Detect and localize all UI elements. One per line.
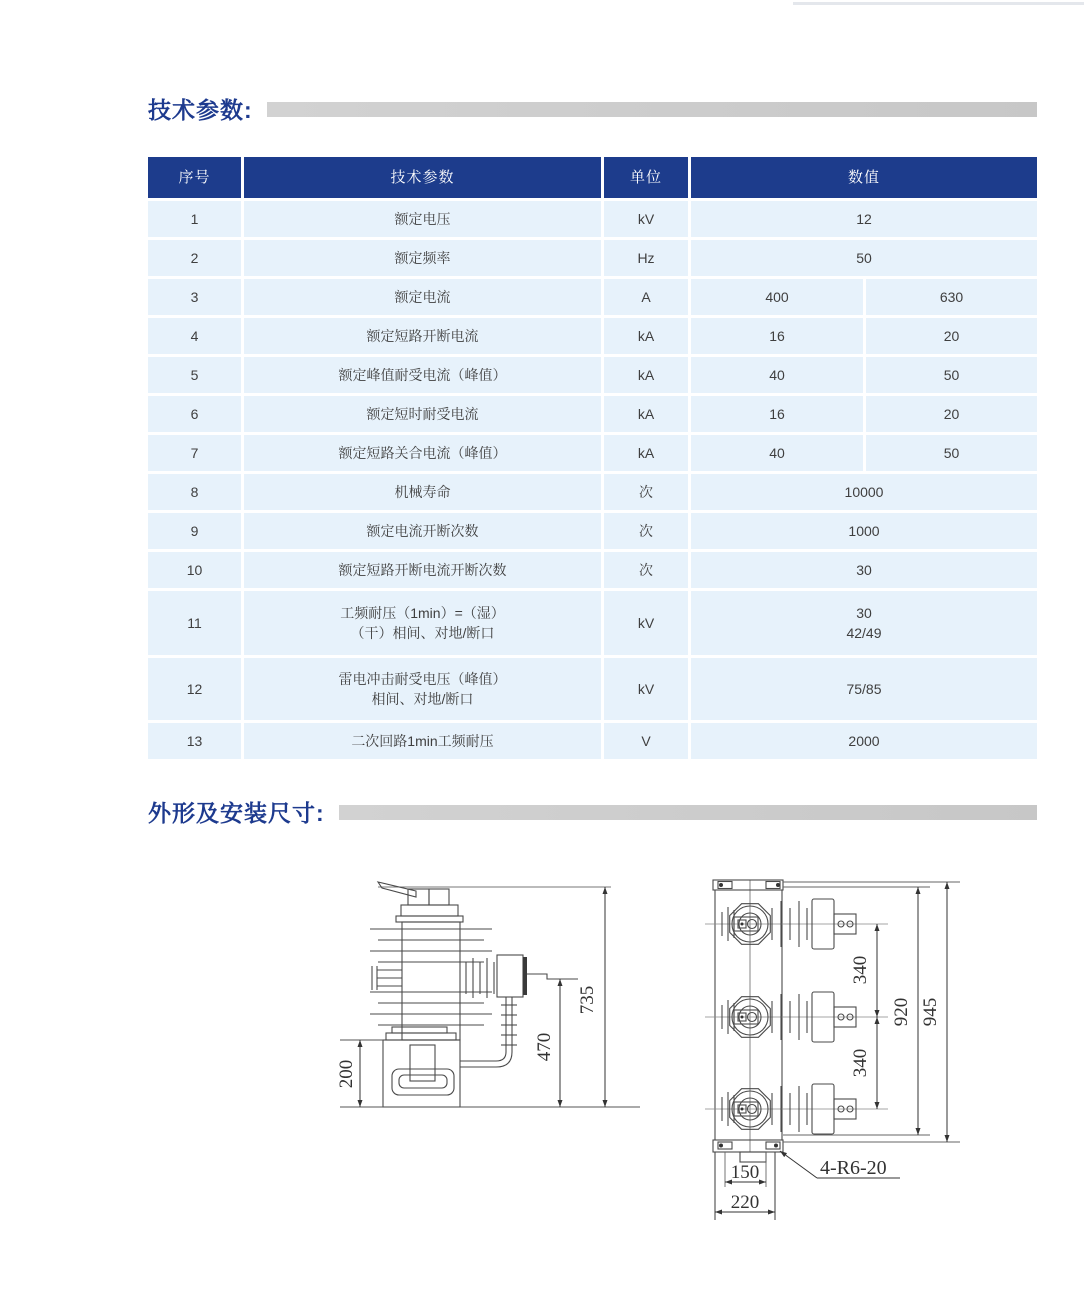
heading-bar bbox=[339, 805, 1037, 820]
cell-param bbox=[244, 658, 601, 720]
cell-no: 13 bbox=[148, 723, 241, 759]
cell-unit: Hz bbox=[604, 240, 688, 276]
cell-param-line2: 相间、对地/断口 bbox=[371, 691, 474, 707]
table-row bbox=[148, 396, 1037, 432]
table-row bbox=[148, 279, 1037, 315]
tech-params-table bbox=[148, 157, 1037, 759]
cell-value-line2: 42/49 bbox=[846, 625, 882, 641]
cell-no: 1 bbox=[148, 201, 241, 237]
cell-unit: kV bbox=[604, 658, 688, 720]
header-no: 序号 bbox=[148, 157, 241, 198]
cell-no: 10 bbox=[148, 552, 241, 588]
cell-value-b: 20 bbox=[866, 396, 1037, 432]
cell-unit: kV bbox=[604, 591, 688, 655]
cell-unit: 次 bbox=[604, 513, 688, 549]
table-row bbox=[148, 552, 1037, 588]
cell-value: 12 bbox=[691, 201, 1037, 237]
dimensions-title: 外形及安装尺寸: bbox=[148, 800, 325, 826]
outline-drawing-svg bbox=[320, 862, 1025, 1257]
dim-base-height: 200 bbox=[336, 1059, 357, 1089]
cell-value-split bbox=[691, 318, 1037, 354]
cell-value: 50 bbox=[691, 240, 1037, 276]
cell-value-b: 630 bbox=[866, 279, 1037, 315]
table-row bbox=[148, 318, 1037, 354]
cell-value bbox=[691, 591, 1037, 655]
tech-params-section-header bbox=[148, 92, 1037, 125]
dim-contact-height: 470 bbox=[534, 1032, 555, 1062]
cell-value-a: 40 bbox=[691, 435, 863, 471]
cell-param: 额定频率 bbox=[244, 240, 601, 276]
pole-assembly bbox=[705, 992, 888, 1042]
page-top-accent-line bbox=[793, 2, 1084, 5]
table-row bbox=[148, 357, 1037, 393]
dimensions-section-header bbox=[148, 795, 1037, 828]
cell-unit: A bbox=[604, 279, 688, 315]
cell-param-line1: 雷电冲击耐受电压（峰值） bbox=[338, 670, 507, 687]
dim-frame-height: 920 bbox=[891, 997, 912, 1027]
cell-unit: kV bbox=[604, 201, 688, 237]
cell-param: 机械寿命 bbox=[244, 474, 601, 510]
cell-value-split bbox=[691, 279, 1037, 315]
cell-param: 额定电压 bbox=[244, 201, 601, 237]
cell-value-b: 50 bbox=[866, 357, 1037, 393]
cell-no: 6 bbox=[148, 396, 241, 432]
table-row bbox=[148, 723, 1037, 759]
dim-total-height-right: 945 bbox=[920, 997, 941, 1027]
pole-assembly bbox=[705, 899, 888, 949]
cell-unit: kA bbox=[604, 396, 688, 432]
cell-param: 额定峰值耐受电流（峰值） bbox=[244, 357, 601, 393]
dimension-drawings bbox=[320, 862, 1025, 1257]
cell-param: 额定电流 bbox=[244, 279, 601, 315]
pole-assembly bbox=[705, 1084, 888, 1134]
cell-param: 额定短路开断电流开断次数 bbox=[244, 552, 601, 588]
cell-no: 3 bbox=[148, 279, 241, 315]
contact-box bbox=[497, 955, 523, 997]
cell-param-line2: （干）相间、对地/断口 bbox=[350, 625, 495, 641]
header-value: 数值 bbox=[691, 157, 1037, 198]
base-box bbox=[383, 1040, 460, 1107]
cell-param: 额定短时耐受电流 bbox=[244, 396, 601, 432]
cell-unit: 次 bbox=[604, 552, 688, 588]
table-row bbox=[148, 513, 1037, 549]
cell-no: 7 bbox=[148, 435, 241, 471]
cell-value-line1: 30 bbox=[856, 604, 872, 621]
heading-bar bbox=[267, 102, 1037, 117]
cell-value-split bbox=[691, 396, 1037, 432]
cell-param: 额定短路开断电流 bbox=[244, 318, 601, 354]
cell-no: 8 bbox=[148, 474, 241, 510]
header-param: 技术参数 bbox=[244, 157, 601, 198]
cell-unit: V bbox=[604, 723, 688, 759]
dim-pole-spacing-1: 340 bbox=[850, 955, 871, 985]
cell-value-a: 16 bbox=[691, 396, 863, 432]
cell-no: 11 bbox=[148, 591, 241, 655]
table-row bbox=[148, 658, 1037, 720]
cell-value-a: 400 bbox=[691, 279, 863, 315]
cell-value: 75/85 bbox=[691, 658, 1037, 720]
cell-no: 4 bbox=[148, 318, 241, 354]
dim-base-width: 220 bbox=[730, 1192, 760, 1213]
cell-value-a: 16 bbox=[691, 318, 863, 354]
mounting-hole-note: 4-R6-20 bbox=[820, 1157, 887, 1179]
cell-value-b: 50 bbox=[866, 435, 1037, 471]
cell-unit: kA bbox=[604, 318, 688, 354]
cell-value: 2000 bbox=[691, 723, 1037, 759]
cell-value-split bbox=[691, 435, 1037, 471]
cell-value-a: 40 bbox=[691, 357, 863, 393]
table-row bbox=[148, 201, 1037, 237]
cell-param-line1: 工频耐压（1min）=（湿） bbox=[340, 604, 505, 621]
cell-unit: kA bbox=[604, 435, 688, 471]
dim-total-height: 735 bbox=[577, 985, 598, 1015]
cell-unit: kA bbox=[604, 357, 688, 393]
cell-param: 二次回路1min工频耐压 bbox=[244, 723, 601, 759]
dim-pole-spacing-2: 340 bbox=[850, 1048, 871, 1078]
table-row bbox=[148, 591, 1037, 655]
cell-value: 30 bbox=[691, 552, 1037, 588]
cell-param: 额定电流开断次数 bbox=[244, 513, 601, 549]
cell-no: 5 bbox=[148, 357, 241, 393]
cell-value-b: 20 bbox=[866, 318, 1037, 354]
cell-param: 额定短路关合电流（峰值） bbox=[244, 435, 601, 471]
table-row bbox=[148, 435, 1037, 471]
cell-value: 1000 bbox=[691, 513, 1037, 549]
cell-param bbox=[244, 591, 601, 655]
table-header-row bbox=[148, 157, 1037, 198]
cell-no: 12 bbox=[148, 658, 241, 720]
table-row bbox=[148, 240, 1037, 276]
cell-value: 10000 bbox=[691, 474, 1037, 510]
header-unit: 单位 bbox=[604, 157, 688, 198]
cell-unit: 次 bbox=[604, 474, 688, 510]
dim-hole-spacing: 150 bbox=[730, 1162, 760, 1183]
table-row bbox=[148, 474, 1037, 510]
cell-no: 9 bbox=[148, 513, 241, 549]
cell-no: 2 bbox=[148, 240, 241, 276]
tech-params-title: 技术参数: bbox=[148, 97, 253, 123]
cell-value-split bbox=[691, 357, 1037, 393]
